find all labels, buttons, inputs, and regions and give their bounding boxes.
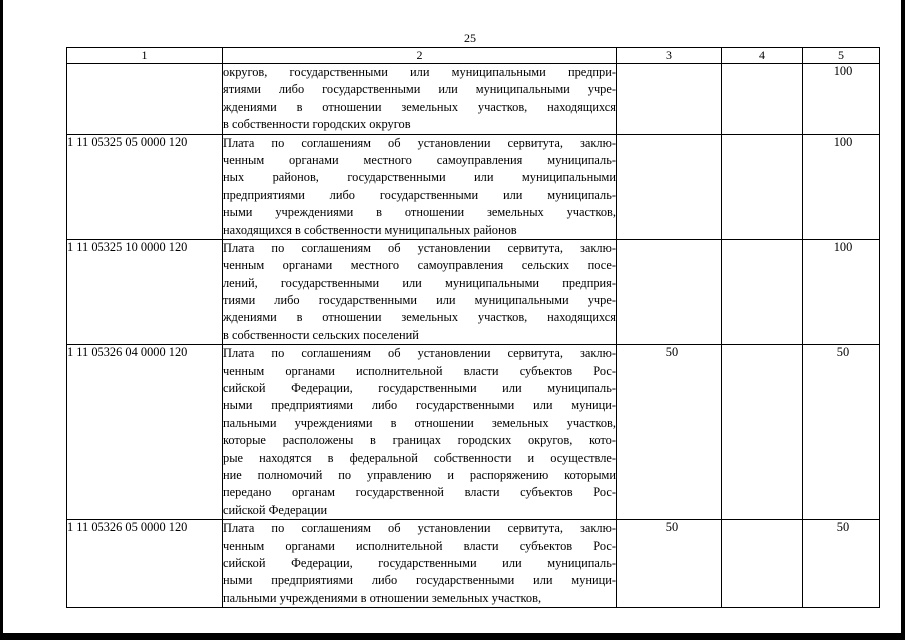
value-column-3 [617,64,722,135]
revenue-code [67,64,223,135]
description-line: сийской Федерации, государственными или муниципаль- [223,555,616,570]
description-line: ченным органами исполнительной власти субъектов Рос- [223,363,616,378]
table-row [67,134,880,239]
column-header-2: 2 [223,48,617,64]
description-line: Плата по соглашениям об установлении сервитута, заклю- [223,521,616,536]
table-row [67,239,880,344]
column-header-1: 1 [67,48,223,64]
description-line: ждениями в отношении земельных участков, находящихся [223,310,616,325]
value-column-3: 50 [617,345,722,520]
revenue-description [223,239,617,344]
value-column-3 [617,239,722,344]
description-line: ние полномочий по управлению и распоряжению которыми [223,467,616,482]
value-column-4 [722,520,803,608]
revenue-code: 1 11 05325 10 0000 120 [67,239,223,344]
description-line: предприятиями либо государственными или муниципаль- [223,187,616,202]
description-line: в собственности сельских поселений [223,327,419,342]
value-column-3: 50 [617,520,722,608]
scan-border-right [901,0,905,640]
value-column-5: 100 [803,64,880,135]
revenue-description [223,64,617,135]
description-line: в собственности городских округов [223,117,411,132]
revenue-code: 1 11 05326 05 0000 120 [67,520,223,608]
value-column-4 [722,64,803,135]
column-header-3: 3 [617,48,722,64]
description-line: Плата по соглашениям об установлении сервитута, заклю- [223,240,616,255]
scan-border-bottom [0,633,905,640]
description-line: ными предприятиями либо государственными или муници- [223,398,616,413]
description-line: Плата по соглашениям об установлении сервитута, заклю- [223,135,616,150]
table-row [67,345,880,520]
table-row [67,520,880,608]
description-line: сийской Федерации [223,502,328,517]
description-line: округов, государственными или муниципальными предпри- [223,65,616,79]
value-column-5: 100 [803,134,880,239]
description-line: которые расположены в границах городских округов, кото- [223,433,616,448]
revenue-description [223,134,617,239]
value-column-4 [722,239,803,344]
description-line: пальными учреждениями в отношении земельных участков, [223,415,616,430]
column-header-4: 4 [722,48,803,64]
description-line: пальными учреждениями в отношении земельных участков, [223,590,542,605]
column-header-5: 5 [803,48,880,64]
value-column-4 [722,134,803,239]
description-line: ченным органами исполнительной власти субъектов Рос- [223,538,616,553]
description-line: сийской Федерации, государственными или муниципаль- [223,381,616,396]
scan-border-left [0,0,3,640]
revenue-description [223,520,617,608]
value-column-3 [617,134,722,239]
value-column-5: 100 [803,239,880,344]
description-line: находящихся в собственности муниципальных районов [223,222,517,237]
description-line: ченным органами местного самоуправления муниципаль- [223,152,616,167]
description-line: ными предприятиями либо государственными или муници- [223,573,616,588]
description-line: рые находятся в федеральной собственности и осуществле- [223,450,616,465]
revenue-description [223,345,617,520]
page-number: 25 [464,31,476,45]
table-row [67,64,880,135]
description-line: ждениями в отношении земельных участков, находящихся [223,99,616,114]
description-line: ятиями либо государственными или муниципальными учре- [223,82,616,97]
value-column-5: 50 [803,520,880,608]
value-column-5: 50 [803,345,880,520]
revenue-code: 1 11 05325 05 0000 120 [67,134,223,239]
description-line: лений, государственными или муниципальными предприя- [223,275,616,290]
description-line: ченным органами местного самоуправления сельских посе- [223,258,616,273]
description-line: тиями либо государственными или муниципальными учре- [223,293,616,308]
revenue-code: 1 11 05326 04 0000 120 [67,345,223,520]
revenue-table [66,47,880,608]
value-column-4 [722,345,803,520]
column-number-row [67,48,880,64]
description-line: ных районов, государственными или муниципальными [223,170,616,185]
description-line: Плата по соглашениям об установлении сервитута, заклю- [223,346,616,361]
description-line: ными учреждениями в отношении земельных участков, [223,205,616,220]
description-line: передано органам государственной власти субъектов Рос- [223,485,616,500]
